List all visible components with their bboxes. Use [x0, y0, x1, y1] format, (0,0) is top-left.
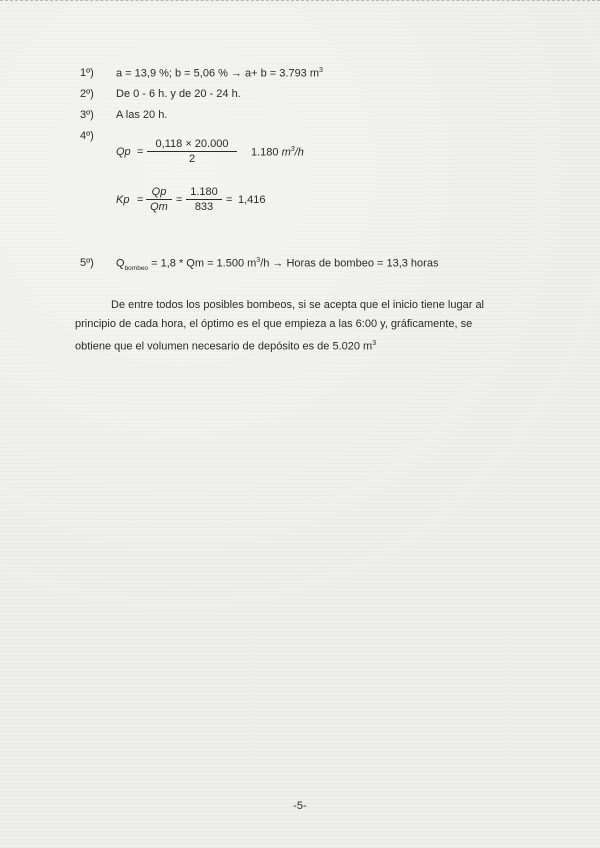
item-number: 5º) — [80, 257, 94, 269]
fraction-numerator: 0,118 × 20.000 — [147, 138, 237, 152]
fraction-denominator: Qm — [150, 201, 168, 213]
page-torn-edge — [0, 0, 600, 8]
item-text: a = 13,9 %; b = 5,06 % → a+ b = 3.793 $m^3$ — [116, 67, 323, 80]
equation-result: 1.180 $m^3/h$ — [251, 146, 304, 159]
equation-sign: = — [137, 146, 144, 158]
fraction-numerator: 1.180 — [186, 186, 222, 200]
page-number: -5- — [293, 800, 307, 812]
equation-sign: = — [176, 194, 183, 206]
paragraph-line: De entre todos los posibles bombeos, si se acepta que el inicio tiene lugar al — [111, 299, 485, 311]
item-number: 3º) — [80, 109, 94, 121]
fraction — [146, 186, 172, 213]
item-number: 2º) — [80, 88, 94, 100]
equation-bombeo: $Q_{bombeo} = 1,8 * Qm = 1.500$ $m^3/h$ → Horas de bombeo = 13,3 horas — [116, 257, 439, 272]
paragraph-line: obtiene que el volumen necesario de depósito es de 5.020 $m^3$ — [75, 340, 377, 353]
equation-lhs: Qp — [116, 146, 131, 158]
item-number: 4º) — [80, 130, 94, 142]
equation-lhs: Kp — [116, 194, 130, 206]
fraction-denominator: 2 — [188, 153, 196, 165]
equation-sign: = — [137, 194, 144, 206]
conclusion-paragraph — [75, 296, 525, 357]
equation-result: 1,416 — [238, 194, 266, 206]
fraction — [186, 186, 222, 213]
equation-sign: = — [226, 194, 233, 206]
fraction-denominator: 833 — [194, 201, 214, 213]
paragraph-line: principio de cada hora, el óptimo es el que empieza a las 6:00 y, gráficamente, se — [75, 318, 473, 330]
fraction — [147, 138, 237, 165]
item-number: 1º) — [80, 67, 94, 79]
fraction-numerator: Qp — [146, 186, 172, 200]
item-text: A las 20 h. — [116, 109, 168, 121]
item-text: De 0 - 6 h. y de 20 - 24 h. — [116, 88, 241, 100]
